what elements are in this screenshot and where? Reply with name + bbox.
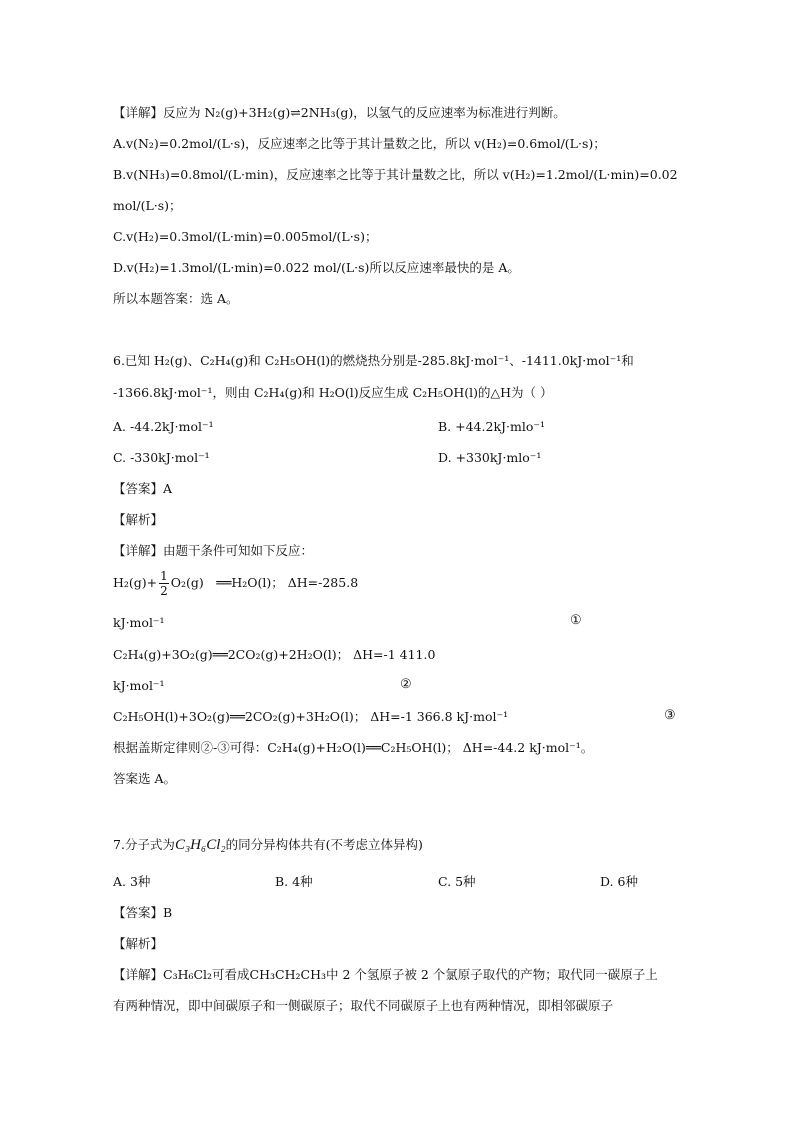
q7-option-b: B. 4种 — [275, 874, 313, 889]
eq1-fraction — [159, 569, 169, 598]
equation-marker-2: ② — [400, 677, 412, 692]
q6-option-d: D. +330kJ·mlo⁻¹ — [438, 450, 542, 465]
q6-final-answer: 答案选 A。 — [113, 771, 177, 786]
q7-option-a: A. 3种 — [113, 874, 151, 889]
q6-equation-2: C₂H₄(g)+3O₂(g)══2CO₂(g)+2H₂O(l)； ΔH=-1 411.0 — [113, 647, 436, 662]
q6-analysis-heading: 【解析】 — [113, 512, 164, 527]
q7-analysis-heading: 【解析】 — [113, 936, 164, 951]
q6-option-b: B. +44.2kJ·mlo⁻¹ — [438, 419, 545, 434]
eq1-fraction-denominator: 2 — [160, 584, 168, 598]
equation-marker-1: ① — [570, 613, 582, 628]
q6-hess-law: 根据盖斯定律则②-③可得：C₂H₄(g)+H₂O(l)══C₂H₅OH(l)； ΔH=-44.2 kJ·mol⁻¹。 — [113, 740, 594, 755]
q6-option-c: C. -330kJ·mol⁻¹ — [113, 450, 210, 465]
equation-marker-3: ③ — [664, 708, 676, 723]
q5-option-c-explanation: C.v(H₂)=0.3mol/(L·min)=0.005mol/(L·s)； — [113, 229, 378, 244]
q5-detail-line: 【详解】反应为 N₂(g)+3H₂(g)⇌2NH₃(g)，以氢气的反应速率为标准进行判断。 — [113, 105, 566, 120]
q7-detail-line2: 有两种情况，即中间碳原子和一侧碳原子；取代不同碳原子上也有两种情况，即相邻碳原子 — [113, 998, 614, 1013]
q6-equation-1-unit: kJ·mol⁻¹ — [113, 615, 165, 630]
q7-answer: 【答案】B — [113, 905, 173, 920]
q5-option-a-explanation: A.v(N₂)=0.2mol/(L·s)，反应速率之比等于其计量数之比，所以 v(H₂)=0.6mol/(L·s)； — [113, 136, 606, 151]
q6-stem-line2: -1366.8kJ·mol⁻¹，则由 C₂H₄(g)和 H₂O(l)反应生成 C₂H₅OH(l)的△H为（ ） — [113, 385, 553, 400]
q7-stem-suffix: 的同分异构体共有(不考虑立体异构) — [225, 837, 423, 852]
q7-formula: C₃H₆Cl₂ — [174, 837, 226, 853]
q6-answer: 【答案】A — [113, 481, 173, 496]
q6-equation-1 — [113, 568, 358, 598]
q6-detail-intro: 【详解】由题干条件可知如下反应： — [113, 543, 314, 558]
q5-option-b-explanation-cont: mol/(L·s)； — [113, 198, 182, 213]
q5-conclusion: 所以本题答案：选 A。 — [113, 291, 239, 306]
q6-equation-2-unit: kJ·mol⁻¹ — [113, 678, 165, 693]
q7-stem — [113, 836, 423, 854]
q5-option-d-explanation: D.v(H₂)=1.3mol/(L·min)=0.022 mol/(L·s)所以反应速率最快的是 A。 — [113, 260, 520, 275]
eq1-left: H₂(g)+ — [113, 575, 158, 590]
q7-stem-prefix: 7.分子式为 — [113, 837, 175, 852]
q6-equation-3: C₂H₅OH(l)+3O₂(g)══2CO₂(g)+3H₂O(l)； ΔH=-1 366.8 kJ·mol⁻¹ — [113, 709, 509, 724]
q7-option-d: D. 6种 — [600, 874, 638, 889]
q6-stem-line1: 6.已知 H₂(g)、C₂H₄(g)和 C₂H₅OH(l)的燃烧热分别是-285.8kJ·mol⁻¹、-1411.0kJ·mol⁻¹和 — [113, 353, 634, 368]
eq1-fraction-numerator: 1 — [160, 569, 168, 583]
q7-detail-line1: 【详解】C₃H₆Cl₂可看成CH₃CH₂CH₃中 2 个氢原子被 2 个氯原子取代的产物；取代同一碳原子上 — [113, 967, 658, 982]
eq1-right: O₂(g) ══H₂O(l)； ΔH=-285.8 — [170, 575, 359, 590]
q7-option-c: C. 5种 — [438, 874, 476, 889]
q6-option-a: A. -44.2kJ·mol⁻¹ — [113, 419, 214, 434]
q5-option-b-explanation: B.v(NH₃)=0.8mol/(L·min)，反应速率之比等于其计量数之比，所以 v(H₂)=1.2mol/(L·min)=0.02 — [113, 167, 678, 182]
